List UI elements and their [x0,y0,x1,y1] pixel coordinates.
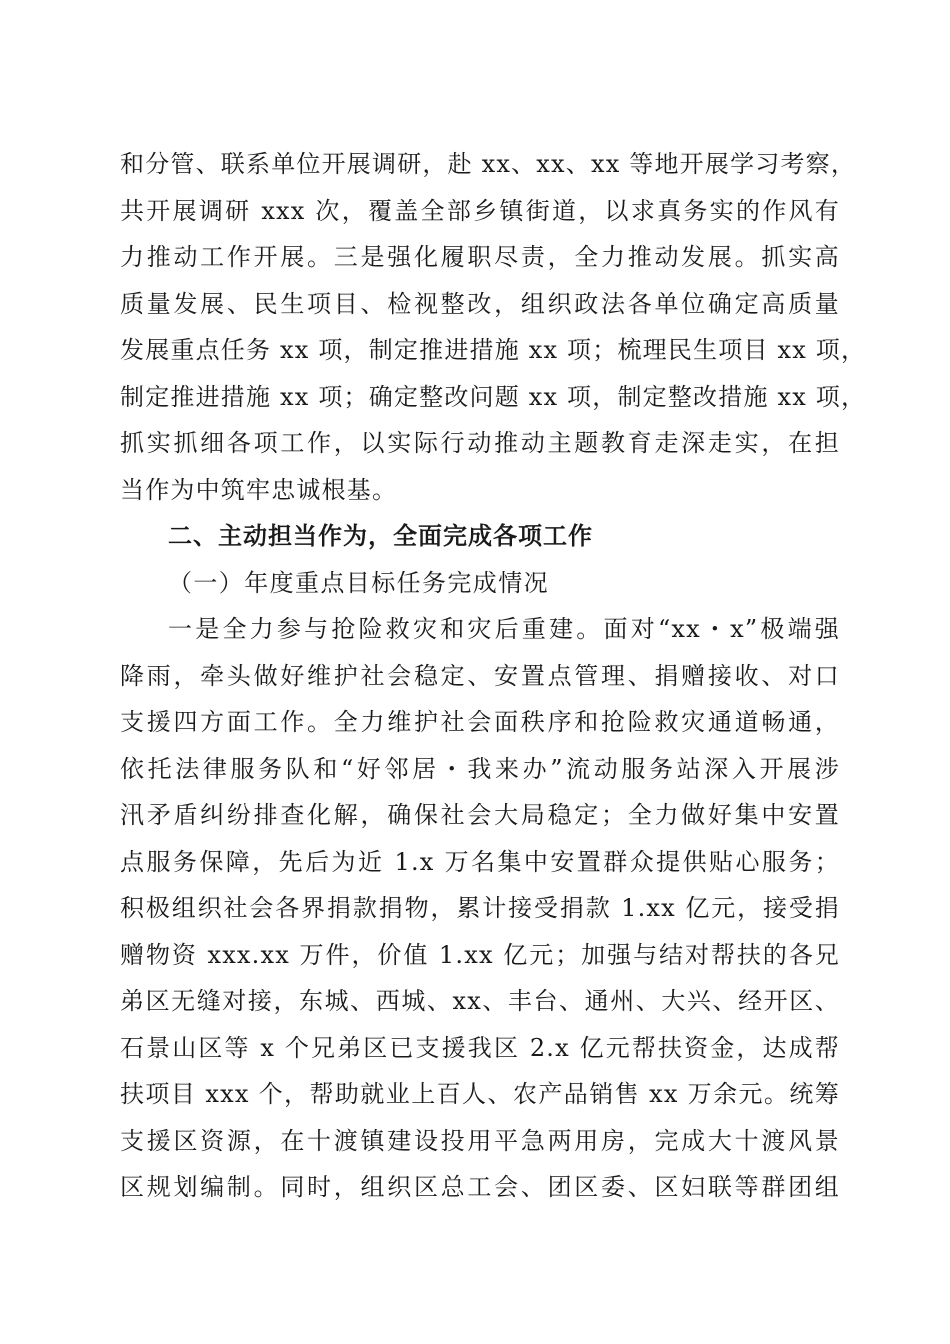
paragraph-2-line-3: 支援四方面工作。全力维护社会面秩序和抢险救灾通道畅通， [120,708,840,736]
paragraph-1-line-6: 制定推进措施 xx 项；确定整改问题 xx 项，制定整改措施 xx 项， [120,383,867,411]
paragraph-1-line-4: 质量发展、民生项目、检视整改，组织政法各单位确定高质量 [120,290,840,318]
paragraph-2-line-8: 赠物资 xxx.xx 万件，价值 1.xx 亿元；加强与结对帮扶的各兄 [120,941,840,969]
paragraph-2-line-13: 区规划编制。同时，组织区总工会、团区委、区妇联等群团组 [120,1173,840,1201]
paragraph-1-line-7: 抓实抓细各项工作，以实际行动推动主题教育走深走实，在担 [120,429,840,457]
paragraph-2-line-10: 石景山区等 x 个兄弟区已支援我区 2.x 亿元帮扶资金，达成帮 [120,1034,840,1062]
paragraph-2-line-2: 降雨，牵头做好维护社会稳定、安置点管理、捐赠接收、对口 [120,662,840,690]
paragraph-1-line-5: 发展重点任务 xx 项，制定推进措施 xx 项；梳理民生项目 xx 项， [120,336,867,364]
paragraph-2-line-12: 支援区资源，在十渡镇建设投用平急两用房，完成大十渡风景 [120,1127,840,1155]
section-heading: 二、主动担当作为，全面完成各项工作 [168,522,593,550]
paragraph-2-line-6: 点服务保障，先后为近 1.x 万名集中安置群众提供贴心服务； [120,848,840,876]
subsection-heading: （一）年度重点目标任务完成情况 [168,569,549,597]
paragraph-2-line-4: 依托法律服务队和“好邻居・我来办”流动服务站深入开展涉 [120,755,840,783]
paragraph-1-line-3: 力推动工作开展。三是强化履职尽责，全力推动发展。抓实高 [120,243,840,271]
paragraph-1-line-2: 共开展调研 xxx 次，覆盖全部乡镇街道，以求真务实的作风有 [120,197,840,225]
paragraph-2-line-5: 汛矛盾纠纷排查化解，确保社会大局稳定；全力做好集中安置 [120,801,840,829]
paragraph-2-line-7: 积极组织社会各界捐款捐物，累计接受捐款 1.xx 亿元，接受捐 [120,894,840,922]
paragraph-2-line-11: 扶项目 xxx 个，帮助就业上百人、农产品销售 xx 万余元。统筹 [120,1080,840,1108]
paragraph-1-line-1: 和分管、联系单位开展调研，赴 xx、xx、xx 等地开展学习考察， [120,150,857,178]
paragraph-2-line-1: 一是全力参与抢险救灾和灾后重建。面对“xx・x”极端强 [168,615,840,643]
paragraph-1-line-8: 当作为中筑牢忠诚根基。 [120,476,398,504]
paragraph-2-line-9: 弟区无缝对接，东城、西城、xx、丰台、通州、大兴、经开区、 [120,987,840,1015]
